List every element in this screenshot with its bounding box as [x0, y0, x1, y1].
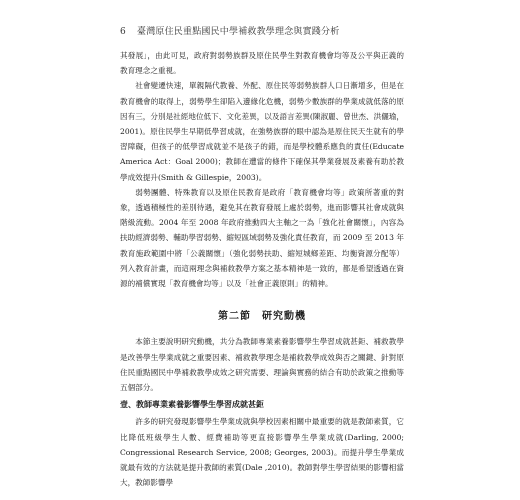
paragraph-3: 弱勢團體、特殊教育以及原住民教育是政府「教育機會均等」政策所著重的對象，透過積極性的差別待遇，避免其在教育發展上處於弱勢，進而影響其社會成就與階級流動。2004 年至 2008 年政府推動四大主軸之一為「強化社會關懷」，內容為扶助經濟弱勢、輔助學習弱勢、縮短區域弱勢及強化責任教育，而 2009 至 2013 年教育施政範圍中將「公義關懷」（強化弱勢扶助、縮短城鄉差距、均衡資源分配等）列入教育計畫，而這兩理念與補救教學方案之基本精神是一致的，都是希望透過在資源的補償實現「教育機會均等」以及「社會正義原則」的精神。: [120, 187, 404, 289]
section-title: 第二節 研究動機: [218, 311, 306, 323]
paragraph-2: 社會變遷快速，單親隔代教養、外配、原住民等弱勢族群人口日漸增多，但是在教育機會的取得上，弱勢學生卻陷入邊緣化危機，弱勢少數族群的學業成就低落的原因有三，分別是社經地位低下、文化差異，以及語言差異(陳淑麗、曾世杰、洪儷瑜，2001)。原住民學生早期低學習成就，在強勢族群的眼中認為是原住民天生就有的學習障礙，但孩子的低學習成就並不是孩子的錯，而是學校體系應負的責任(Educate America Act：Goal 2000)；教師在遭當的條件下確保其學業發展及素養有助於教學成效提升(Smith & Gillespie，2003)。: [120, 81, 404, 182]
page-header: [120, 24, 339, 37]
document-body: [120, 48, 404, 490]
paragraph-5: 許多的研究發現影響學生學業成就與學校因素相關中最重要的就是教師素質，它比降低班級學生人數、經費補助等更直接影響學生學業成就(Darling, 2000; Congressional Research Service, 2008; Georges, 2003)。而提升學生學業成就最有效的方法就是提升教師的素質(Dale ,2010)。教師對學生學習結果的影響相當大，教師影響學: [120, 417, 404, 488]
page-number: 6: [120, 27, 126, 37]
running-title: 臺灣原住民重點國民中學補救教學理念與實踐分析: [137, 27, 340, 37]
paragraph-1: 其發展」，由此可見，政府對弱勢族群及原住民學生對教育機會均等及公平與正義的教育理念之重視。: [120, 51, 404, 76]
subsection-heading: 壹、教師專業素養影響學生學習成就甚鉅: [120, 399, 264, 410]
paragraph-4: 本節主要說明研究動機，共分為教師專業素養影響學生學習成就甚鉅、補救教學是改善學生學業成就之重要因素、補救教學理念是補救教學成效與否之關鍵、針對原住民重點國民中學補救教學成效之研究需要、理論與實務的結合有助於政策之推動等五個部分。: [120, 337, 404, 393]
